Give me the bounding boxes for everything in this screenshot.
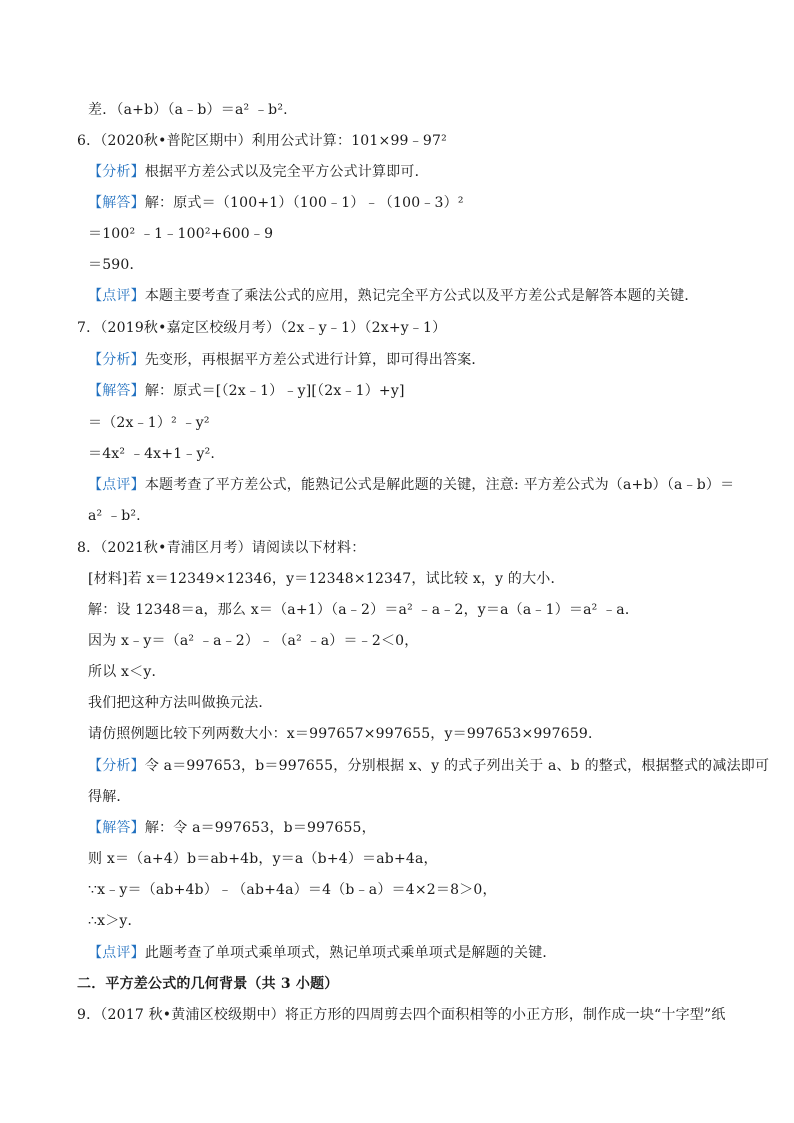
answer-tag: 【解答】 <box>88 383 145 399</box>
answer-line <box>88 193 464 213</box>
text-line: 因为 x﹣y＝（a² ﹣a﹣2）﹣（a² ﹣a）＝﹣2＜0， <box>88 633 419 649</box>
answer-line <box>88 818 376 838</box>
question-6: 6．（2020秋•普陀区期中）利用公式计算：101×99﹣97² <box>77 133 447 149</box>
analysis-text: 先变形，再根据平方差公式进行计算，即可得出答案． <box>144 352 486 368</box>
analysis-tag: 【分析】 <box>88 164 145 180</box>
analysis-text: 令 a＝997653，b＝997655，分别根据 x、y 的式子列出关于 a、b 的整式，根据整式的减法即可 <box>144 758 770 774</box>
text-line: 所以 x＜y． <box>88 664 166 680</box>
question-9: 9．（2017 秋•黄浦区校级期中）将正方形的四周剪去四个面积相等的小正方形，制作成一块“十字型”纸 <box>77 1007 726 1023</box>
comment-line <box>88 286 699 306</box>
section-heading: 二．平方差公式的几何背景（共 3 小题） <box>77 976 339 992</box>
comment-text: 本题主要考查了乘法公式的应用，熟记完全平方公式以及平方差公式是解答本题的关键． <box>144 288 699 304</box>
text-line: ∵x﹣y＝（ab+4b）﹣（ab+4a）＝4（b﹣a）＝4×2＝8＞0， <box>88 882 497 898</box>
text-line: ＝100² ﹣1﹣100²+600﹣9 <box>88 226 274 242</box>
question-8: 8．（2021秋•青浦区月考）请阅读以下材料： <box>77 540 366 556</box>
comment-tag: 【点评】 <box>88 477 145 493</box>
text-line: 差．（a+b）（a﹣b）＝a² ﹣b². <box>88 102 288 118</box>
text-line: [材料]若 x＝12349×12346，y＝12348×12347，试比较 x，y 的大小． <box>88 571 565 587</box>
text-line: 请仿照例题比较下列两数大小：x＝997657×997655，y＝997653×997659． <box>88 726 603 742</box>
comment-tag: 【点评】 <box>88 288 145 304</box>
analysis-line <box>88 756 769 776</box>
text-line: ＝4x² ﹣4x+1﹣y². <box>88 446 216 462</box>
comment-line <box>88 475 734 495</box>
answer-text: 解：原式＝（100+1）（100﹣1）﹣（100﹣3）² <box>144 195 464 211</box>
text-line: 得解． <box>88 789 131 805</box>
comment-line <box>88 943 557 963</box>
comment-tag: 【点评】 <box>88 945 145 961</box>
analysis-line <box>88 350 486 370</box>
answer-tag: 【解答】 <box>88 820 145 836</box>
answer-tag: 【解答】 <box>88 195 145 211</box>
text-line: 我们把这种方法叫做换元法． <box>88 695 273 711</box>
analysis-tag: 【分析】 <box>88 352 145 368</box>
answer-text: 解：原式＝[（2x﹣1）﹣y][（2x﹣1）+y] <box>144 383 405 399</box>
text-line: a² ﹣b². <box>88 508 141 524</box>
comment-text: 本题考查了平方差公式，能熟记公式是解此题的关键，注意: 平方差公式为（a+b）（a﹣b）＝ <box>144 477 735 493</box>
analysis-text: 根据平方差公式以及完全平方公式计算即可． <box>144 164 429 180</box>
text-line: 解：设 12348＝a，那么 x＝（a+1）（a﹣2）＝a² ﹣a﹣2，y＝a（a﹣1）＝a² ﹣a． <box>88 602 640 618</box>
answer-line <box>88 381 405 401</box>
text-line: 则 x＝（a+4）b＝ab+4b，y＝a（b+4）＝ab+4a， <box>88 851 438 867</box>
question-7: 7．（2019秋•嘉定区校级月考）（2x﹣y﹣1）（2x+y﹣1） <box>77 320 447 336</box>
analysis-tag: 【分析】 <box>88 758 145 774</box>
text-line: ＝590． <box>88 257 144 273</box>
comment-text: 此题考查了单项式乘单项式，熟记单项式乘单项式是解题的关键． <box>144 945 557 961</box>
text-line: ∴x＞y． <box>88 913 142 929</box>
answer-text: 解：令 a＝997653，b＝997655， <box>144 820 376 836</box>
analysis-line <box>88 162 429 182</box>
text-line: ＝（2x﹣1）² ﹣y² <box>88 415 210 431</box>
